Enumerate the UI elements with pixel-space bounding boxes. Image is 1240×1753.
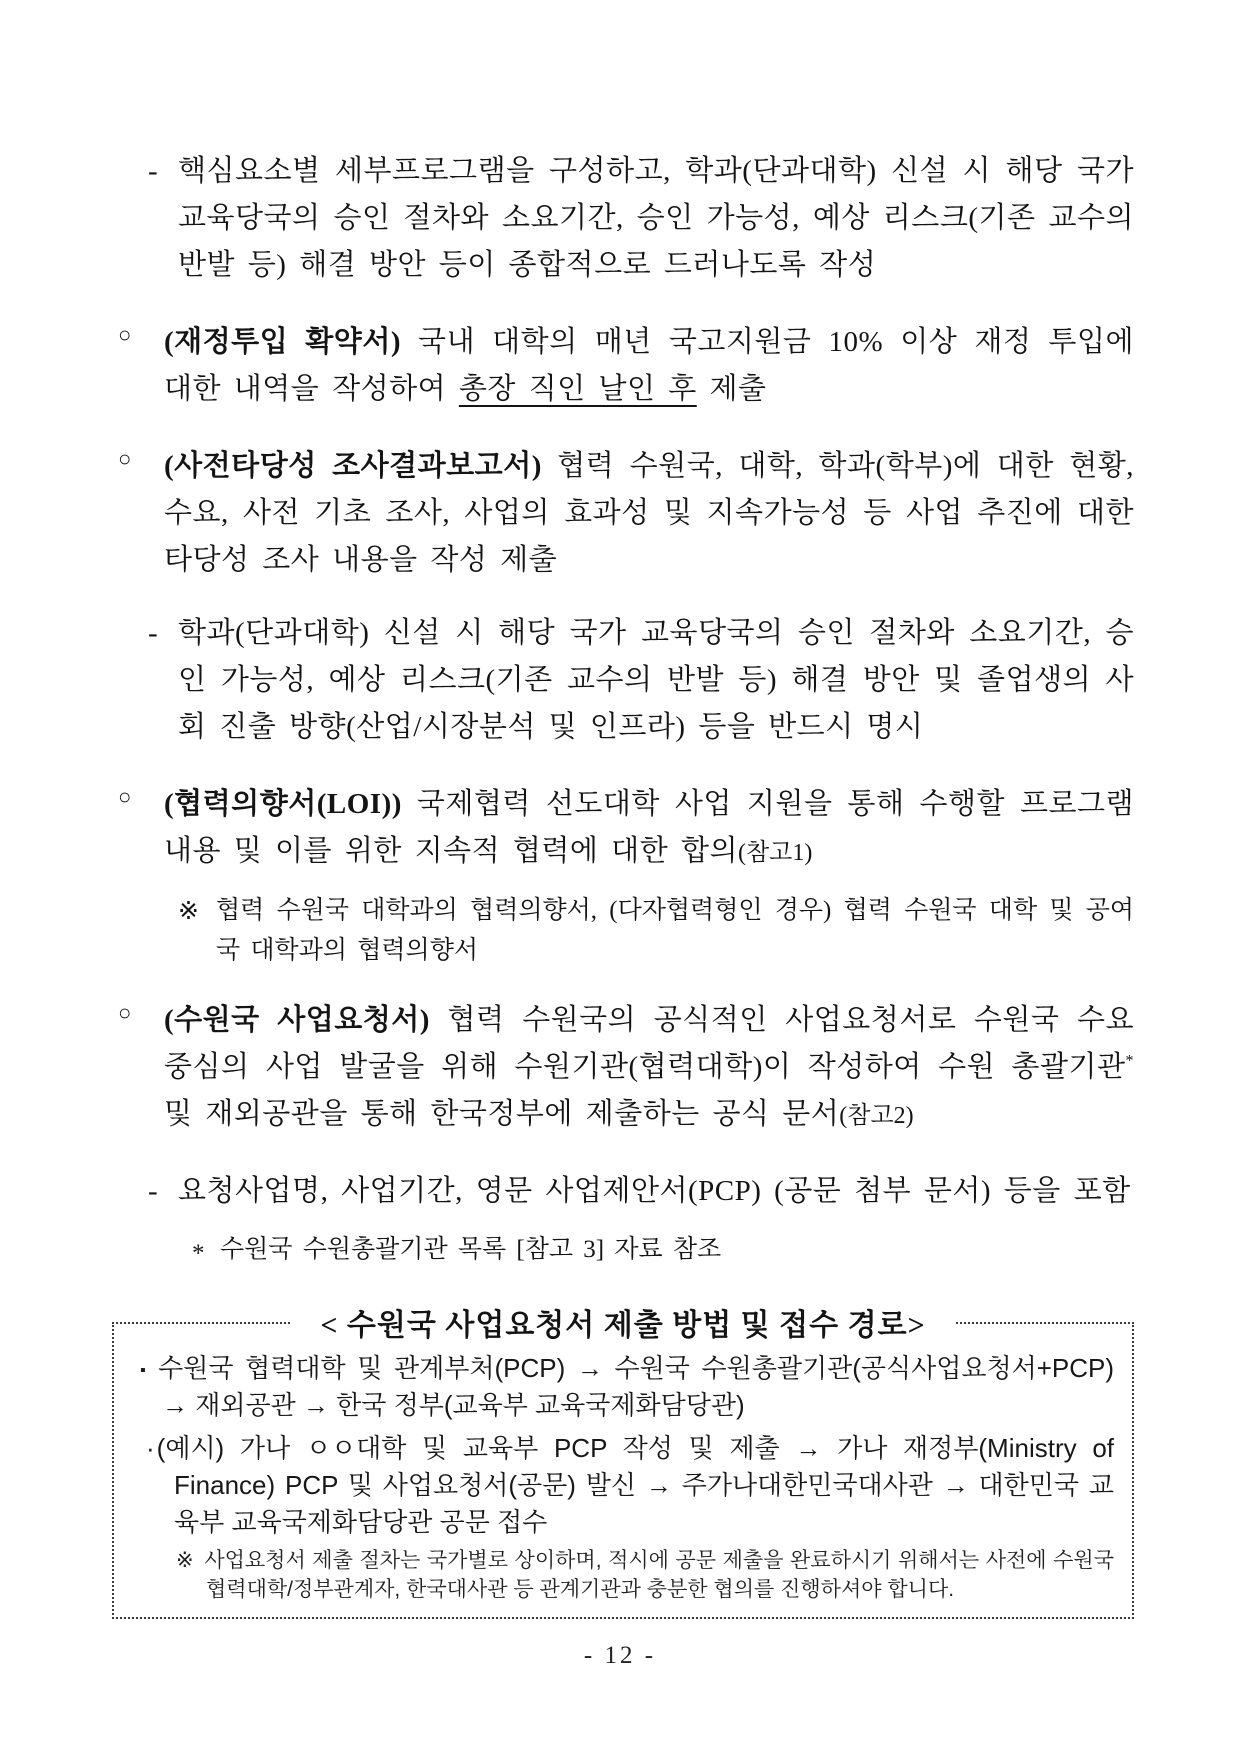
paragraph-text: 제출	[696, 372, 767, 405]
paragraph-heading: (재정투입 확약서)	[164, 325, 401, 358]
reference-label: (참고2)	[839, 1102, 914, 1129]
paragraph-text: 국내 대학의 매년 국고지원금 10% 이상 재정 투입에 대한 내역을 작성하여	[164, 325, 1134, 405]
paragraph-financial-commitment	[112, 319, 1134, 413]
circle-bullet: ○	[118, 321, 132, 347]
paragraph-loi	[112, 781, 1134, 875]
reference-mark-icon: ※	[176, 1549, 195, 1572]
paragraph-heading: (협력의향서(LOI))	[164, 787, 402, 820]
asterisk-superscript: *	[1125, 1051, 1134, 1069]
note-agency-list	[112, 1230, 1134, 1270]
paragraph-department-establishment	[112, 610, 1134, 751]
square-bullet-icon: ▪	[140, 1362, 151, 1380]
note-loi-detail	[112, 891, 1134, 971]
paragraph-text: 협력 수원국, 대학, 학과(학부)에 대한 현황, 수요, 사전 기초 조사, 사업의 효과성 및 지속가능성 등 사업 추진에 대한 타당성 조사 내용을 작성 제출	[164, 449, 1134, 576]
note-text: 수원국 수원총괄기관 목록 [참고 3] 자료 참조	[220, 1236, 722, 1264]
reference-mark-icon: ※	[178, 897, 199, 925]
box-note-text: 사업요청서 제출 절차는 국가별로 상이하며, 적시에 공문 제출을 완료하시기 위해서는 사전에 수원국 협력대학/정부관계자, 한국대사관 등 관계기관과 충분한 협의를 진행하셔야 합니다.	[204, 1549, 1114, 1601]
paragraph-request-contents	[112, 1168, 1134, 1215]
reference-label: (참고1)	[738, 839, 813, 866]
box-item-text: 수원국 협력대학 및 관계부처(PCP) → 수원국 수원총괄기관(공식사업요청서+PCP) → 재외공관 → 한국 정부(교육부 교육국제화담당관)	[158, 1353, 1115, 1421]
paragraph-text: 핵심요소별 세부프로그램을 구성하고, 학과(단과대학) 신설 시 해당 국가 교육당국의 승인 절차와 소요기간, 승인 가능성, 예상 리스크(기존 교수의 반발 등) 해결 방안 등이 종합적으로 드러나도록 작성	[178, 155, 1134, 281]
circle-bullet: ○	[118, 445, 132, 471]
circle-bullet: ○	[118, 999, 132, 1025]
paragraph-core-elements	[112, 148, 1134, 289]
box-item-route	[134, 1350, 1114, 1424]
box-item-text: (예시) 가나 ㅇㅇ대학 및 교육부 PCP 작성 및 제출 → 가나 재정부(Ministry of Finance) PCP 및 사업요청서(공문) 발신 → 주가나대한민국대사관 → 대한민국 교육부 교육국제화담당관 공문 접수	[156, 1433, 1114, 1538]
paragraph-text: 학과(단과대학) 신설 시 해당 국가 교육당국의 승인 절차와 소요기간, 승인 가능성, 예상 리스크(기존 교수의 반발 등) 해결 방안 및 졸업생의 사회 진출 방향(산업/시장분석 및 인프라) 등을 반드시 명시	[178, 616, 1134, 743]
box-note	[134, 1547, 1114, 1605]
paragraph-project-request	[112, 997, 1134, 1138]
box-title: < 수원국 사업요청서 제출 방법 및 접수 경로>	[290, 1300, 955, 1344]
paragraph-text: 요청사업명, 사업기간, 영문 사업제안서(PCP) (공문 첨부 문서) 등을 포함	[178, 1174, 1131, 1207]
dash-bullet: -	[148, 155, 159, 187]
dot-bullet-icon: ·	[146, 1433, 155, 1464]
paragraph-feasibility-report	[112, 443, 1134, 584]
submission-route-box	[112, 1309, 1134, 1618]
paragraph-text: 협력 수원국의 공식적인 사업요청서로 수원국 수요 중심의 사업 발굴을 위해 수원기관(협력대학)이 작성하여 수원 총괄기관	[164, 1003, 1134, 1083]
circle-bullet: ○	[118, 783, 132, 809]
page-number: - 12 -	[583, 1642, 657, 1669]
note-text: 협력 수원국 대학과의 협력의향서, (다자협력형인 경우) 협력 수원국 대학 및 공여국 대학과의 협력의향서	[216, 896, 1134, 964]
paragraph-text: 및 재외공관을 통해 한국정부에 제출하는 공식 문서	[164, 1097, 840, 1130]
asterisk-icon: *	[192, 1240, 205, 1268]
underlined-text: 총장 직인 날인 후	[458, 372, 697, 405]
paragraph-text: 국제협력 선도대학 사업 지원을 통해 수행할 프로그램 내용 및 이를 위한 지속적 협력에 대한 합의	[164, 787, 1134, 867]
dash-bullet: -	[148, 616, 159, 649]
paragraph-heading: (사전타당성 조사결과보고서)	[164, 449, 542, 482]
paragraph-heading: (수원국 사업요청서)	[164, 1003, 430, 1036]
box-item-example	[134, 1430, 1114, 1541]
dash-bullet: -	[148, 1174, 159, 1207]
